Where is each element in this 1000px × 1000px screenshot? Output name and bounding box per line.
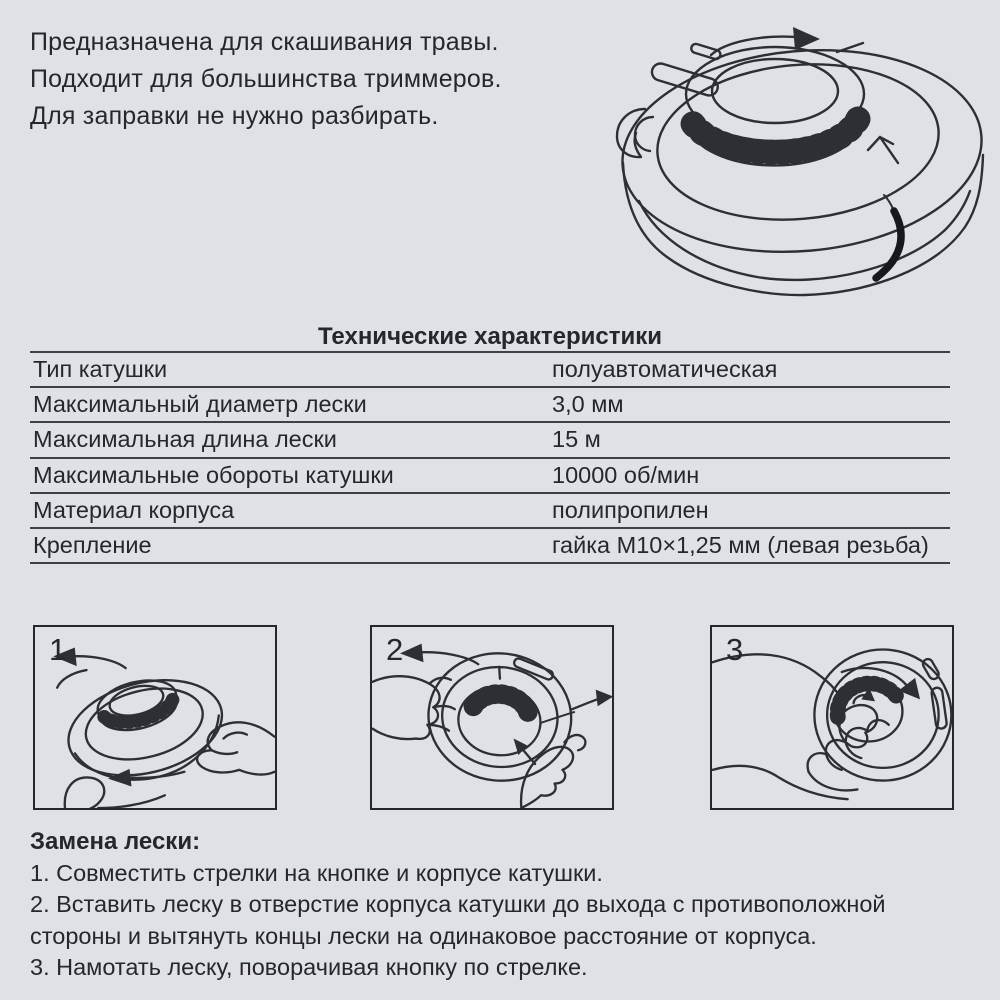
left-thumb [65, 777, 165, 808]
pull-arrow [572, 698, 599, 709]
spec-row-type [30, 353, 950, 388]
step-box-2 [370, 625, 614, 810]
step-number: 3 [726, 632, 744, 667]
spec-row-line-length [30, 423, 950, 458]
spec-row-body-material [30, 494, 950, 529]
rotate-arrow [418, 652, 479, 664]
right-hand [197, 722, 274, 774]
step-number: 1 [49, 632, 67, 667]
spool-drawing [58, 663, 234, 796]
rotation-arrow-head [793, 27, 820, 50]
spec-value: 10000 об/мин [552, 461, 700, 488]
rim-slot [650, 61, 720, 97]
hub-knurl [473, 691, 529, 712]
spec-value: полуавтоматическая [552, 356, 778, 383]
step-box-3 [710, 625, 954, 810]
spec-value: гайка M10×1,25 мм (левая резьба) [552, 532, 929, 559]
rotate-arrow-head [400, 644, 423, 663]
rotate-arrow [71, 656, 126, 668]
bump-knob-top [712, 59, 838, 123]
spec-label: Максимальная длина лески [33, 426, 337, 453]
step-2-illustration [372, 627, 612, 808]
spec-row-max-rpm [30, 459, 950, 494]
step-box-1 [33, 625, 277, 810]
intro-line: Подходит для большинства триммеров. [30, 65, 502, 93]
spool-drawing [422, 646, 577, 787]
specs-title: Технические характеристики [30, 322, 950, 353]
step-number: 2 [386, 632, 404, 667]
intro-text [30, 24, 502, 135]
spec-label: Максимальные обороты катушки [33, 461, 394, 488]
spec-value: полипропилен [552, 496, 709, 523]
step-1-illustration [35, 627, 275, 808]
spool-drawing [814, 650, 951, 781]
instructions-heading: Замена лески: [30, 828, 201, 855]
spec-label: Материал корпуса [33, 496, 235, 523]
base-arrow-head [108, 769, 131, 787]
instruction-step: 1. Совместить стрелки на кнопке и корпусе катушки. [30, 859, 603, 886]
spec-row-mount [30, 529, 950, 564]
spec-row-line-diameter [30, 388, 950, 423]
intro-line: Для заправки не нужно разбирать. [30, 102, 439, 130]
trimmer-line [876, 211, 901, 278]
spec-label: Максимальный диаметр лески [33, 391, 367, 418]
intro-line: Предназначена для скашивания травы. [30, 28, 499, 56]
instruction-step: 2. Вставить леску в отверстие корпуса катушки до выхода с противоположной стороны и вытянуть концы лески на одинаковое расстояние от корпуса. [30, 891, 886, 949]
right-hand [521, 735, 585, 808]
spec-label: Крепление [33, 532, 152, 559]
housing-arrow [868, 137, 898, 163]
spec-value: 15 м [552, 426, 601, 453]
specs-table [30, 322, 950, 564]
rotate-arrow-tail [57, 670, 86, 688]
instruction-step: 3. Намотать леску, поворачивая кнопку по стрелке. [30, 954, 588, 980]
pull-arrow-head [596, 690, 612, 707]
spool-skirt [623, 155, 983, 295]
spec-value: 3,0 мм [552, 391, 624, 418]
step-3-illustration [712, 627, 952, 808]
line-replacement-instructions [30, 826, 958, 984]
spec-label: Тип катушки [33, 356, 168, 383]
trimmer-head-illustration [605, 5, 995, 305]
